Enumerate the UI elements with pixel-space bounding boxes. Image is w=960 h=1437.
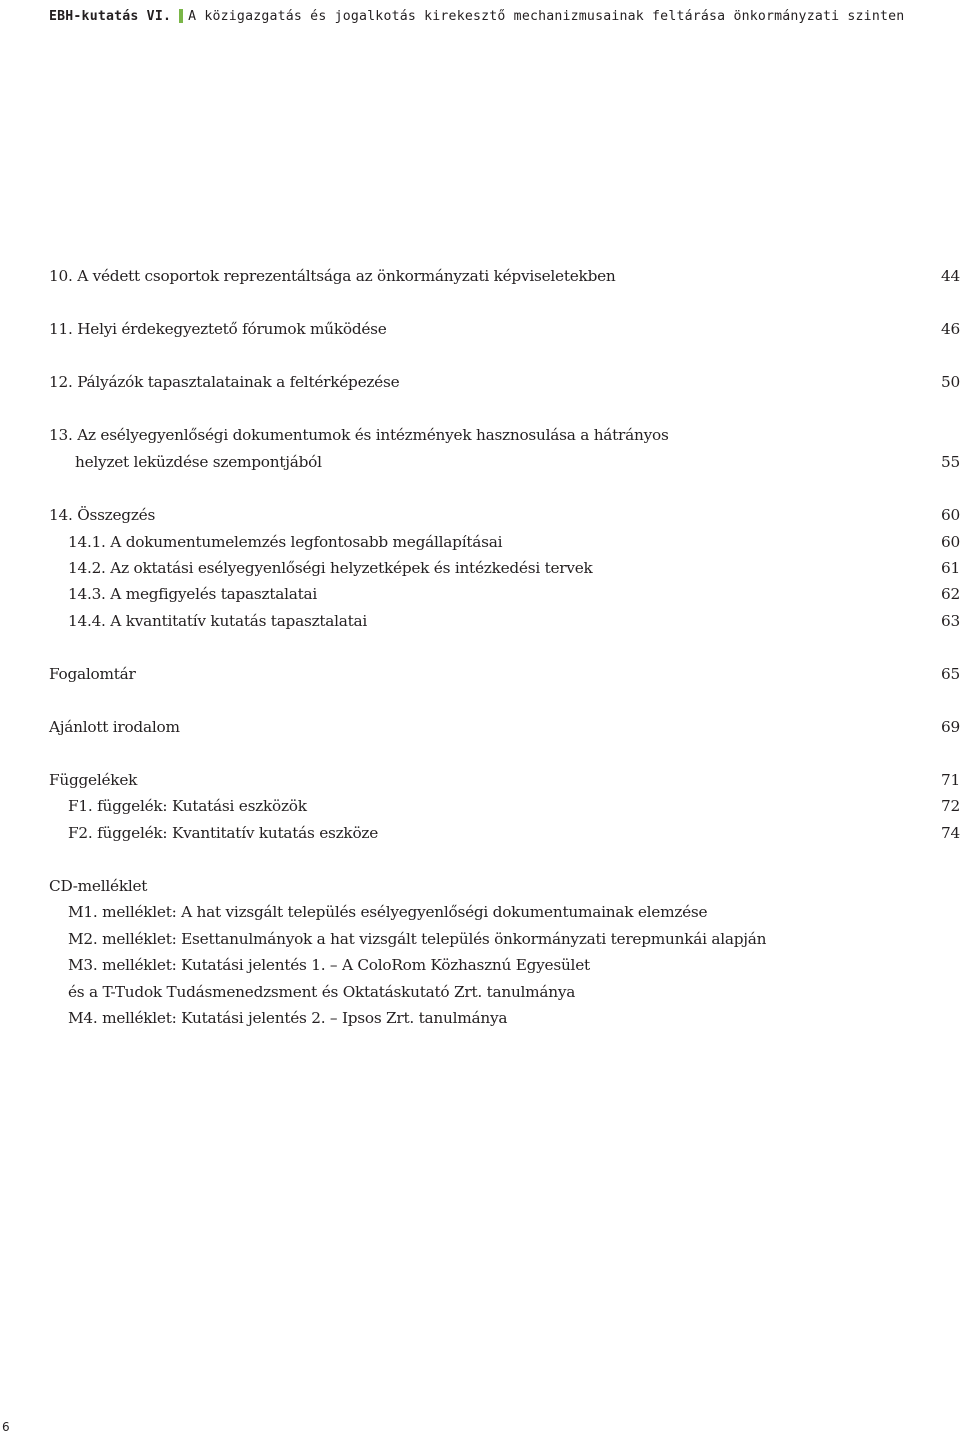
toc-entry-title: Ajánlott irodalom [49, 718, 180, 736]
toc-entry-page: 74 [941, 824, 960, 842]
toc-entry [49, 502, 960, 528]
toc-entry-title: 14.1. A dokumentumelemzés legfontosabb megállapításai [68, 533, 503, 551]
toc-entry [49, 316, 960, 342]
toc-entry-title: 12. Pályázók tapasztalatainak a feltérképezése [49, 373, 400, 391]
toc-subentry [68, 1005, 960, 1031]
toc-entry-title: 14. Összegzés [49, 506, 156, 524]
toc-entry-continuation [75, 449, 960, 475]
toc-entry-title: 13. Az esélyegyenlőségi dokumentumok és intézmények hasznosulása a hátrányos [49, 426, 669, 444]
toc-entry-page: 72 [941, 797, 960, 815]
toc-entry-title: Függelékek [49, 771, 138, 789]
toc-entry-title: helyzet leküzdése szempontjából [75, 453, 322, 471]
page-number: 6 [2, 1420, 10, 1434]
toc-entry-page: 62 [941, 585, 960, 603]
toc-entry [49, 422, 960, 448]
toc-entry [49, 714, 960, 740]
toc-entry-title: 11. Helyi érdekegyeztető fórumok működése [49, 320, 387, 338]
toc-entry-page: 60 [941, 506, 960, 524]
toc-entry-page: 69 [941, 718, 960, 736]
toc-entry [49, 369, 960, 395]
toc-entry-title: F1. függelék: Kutatási eszközök [68, 797, 307, 815]
toc-subentry [68, 899, 960, 925]
toc-entry-title: és a T-Tudok Tudásmenedzsment és Oktatáskutató Zrt. tanulmánya [68, 983, 576, 1001]
running-header [49, 6, 904, 26]
toc-entry [49, 873, 960, 899]
toc-subentry [68, 608, 960, 634]
series-label: EBH-kutatás VI. [49, 8, 172, 24]
toc-entry-title: CD-melléklet [49, 877, 148, 895]
toc-entry-title: 14.2. Az oktatási esélyegyenlőségi helyzetképek és intézkedési tervek [68, 559, 593, 577]
toc-entry-page: 60 [941, 533, 960, 551]
toc-entry-title: M4. melléklet: Kutatási jelentés 2. – Ipsos Zrt. tanulmánya [68, 1009, 508, 1027]
toc-subentry-continuation [68, 979, 960, 1005]
toc-entry-page: 65 [941, 665, 960, 683]
toc-subentry [68, 926, 960, 952]
toc-entry-page: 55 [941, 453, 960, 471]
toc-entry-title: Fogalomtár [49, 665, 136, 683]
header-divider-bar [179, 9, 183, 23]
toc-entry-page: 44 [941, 267, 960, 285]
toc-entry-page: 63 [941, 612, 960, 630]
toc-entry [49, 263, 960, 289]
toc-entry-page: 61 [941, 559, 960, 577]
toc-subentry [68, 952, 960, 978]
toc-entry-title: M3. melléklet: Kutatási jelentés 1. – A ColoRom Közhasznú Egyesület [68, 956, 590, 974]
toc-entry-page: 50 [941, 373, 960, 391]
toc-entry-title: 14.4. A kvantitatív kutatás tapasztalatai [68, 612, 368, 630]
toc-entry-page: 71 [941, 771, 960, 789]
toc-entry-title: F2. függelék: Kvantitatív kutatás eszköze [68, 824, 379, 842]
toc-subentry [68, 793, 960, 819]
toc-subentry [68, 581, 960, 607]
toc-entry [49, 767, 960, 793]
toc-entry-title: 10. A védett csoportok reprezentáltsága az önkormányzati képviseletekben [49, 267, 616, 285]
header-title: A közigazgatás és jogalkotás kirekesztő mechanizmusainak feltárása önkormányzati szinten [188, 8, 905, 24]
toc-entry [49, 661, 960, 687]
toc-entry-title: M2. melléklet: Esettanulmányok a hat vizsgált település önkormányzati terepmunkái alapján [68, 930, 767, 948]
toc-subentry [68, 555, 960, 581]
toc-entry-title: 14.3. A megfigyelés tapasztalatai [68, 585, 318, 603]
toc-entry-title: M1. melléklet: A hat vizsgált település esélyegyenlőségi dokumentumainak elemzése [68, 903, 708, 921]
toc-entry-page: 46 [941, 320, 960, 338]
toc-subentry [68, 820, 960, 846]
toc-subentry [68, 529, 960, 555]
